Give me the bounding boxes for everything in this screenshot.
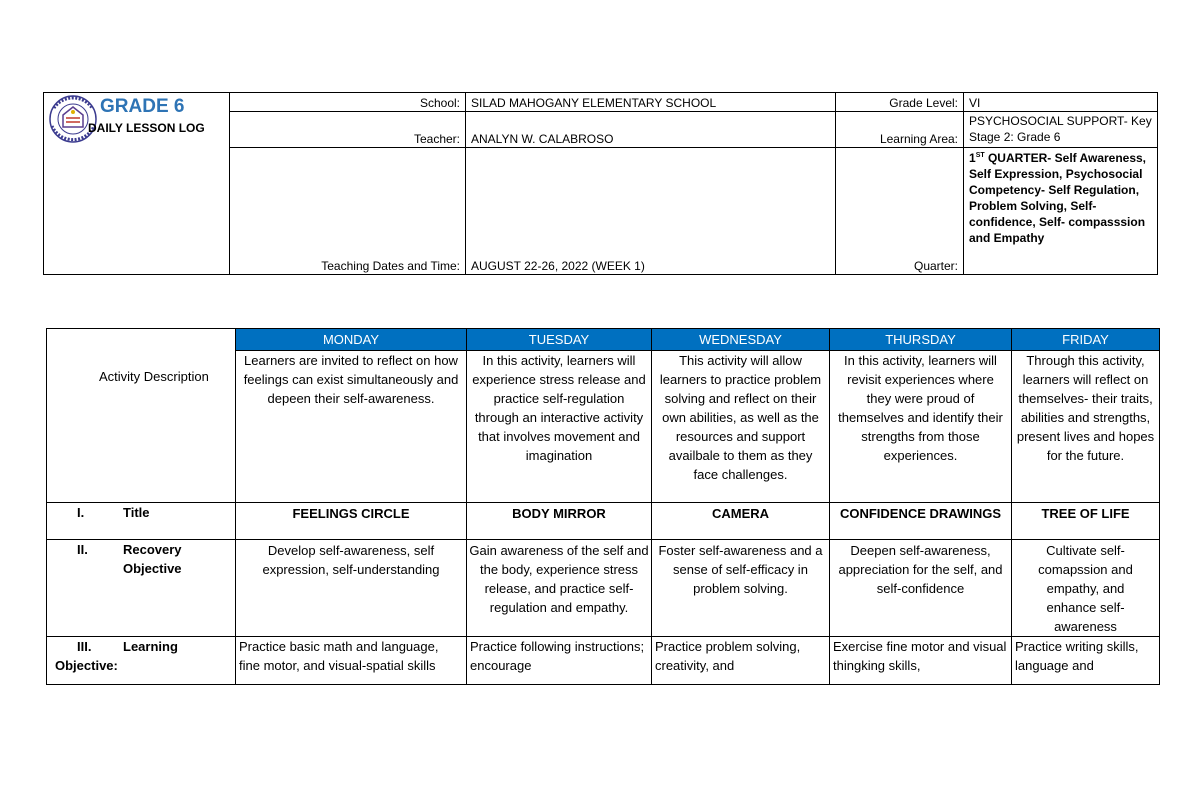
teacher-value: ANALYN W. CALABROSO — [466, 112, 836, 148]
title-thursday: CONFIDENCE DRAWINGS — [830, 503, 1012, 540]
school-label: School: — [230, 93, 466, 112]
activity-monday: Learners are invited to reflect on how feelings can exist simultaneously and depeen their self-awareness. — [236, 351, 467, 503]
activity-description-label: Activity Description — [47, 329, 236, 503]
recovery-thursday: Deepen self-awareness, appreciation for the self, and self-confidence — [830, 540, 1012, 637]
quarter-value: 1ST QUARTER- Self Awareness, Self Expression, Psychosocial Competency- Self Regulation, Problem Solving, Self-confidence, Self- compasssion and Empathy — [964, 148, 1158, 275]
day-header-monday: MONDAY — [236, 329, 467, 351]
day-header-friday: FRIDAY — [1012, 329, 1160, 351]
grade-heading: GRADE 6 — [100, 96, 185, 117]
recovery-tuesday: Gain awareness of the self and the body, experience stress release, and practice self-regulation and empathy. — [467, 540, 652, 637]
teacher-label: Teacher: — [230, 112, 466, 148]
recovery-row-label: II. Recovery Objective — [47, 540, 236, 637]
grade-level-value: VI — [964, 93, 1158, 112]
title-monday: FEELINGS CIRCLE — [236, 503, 467, 540]
school-value: SILAD MAHOGANY ELEMENTARY SCHOOL — [466, 93, 836, 112]
title-tuesday: BODY MIRROR — [467, 503, 652, 540]
recovery-friday: Cultivate self-comapssion and empathy, and enhance self-awareness — [1012, 540, 1160, 637]
lesson-table — [46, 328, 1160, 685]
learning-friday: Practice writing skills, language and — [1012, 637, 1160, 685]
recovery-monday: Develop self-awareness, self expression, self-understanding — [236, 540, 467, 637]
dates-label: Teaching Dates and Time: — [230, 148, 466, 275]
activity-wednesday: This activity will allow learners to practice problem solving and reflect on their own abilities, as well as the resources and support availbale to them as they face challenges. — [652, 351, 830, 503]
header-table — [43, 92, 1158, 275]
day-header-tuesday: TUESDAY — [467, 329, 652, 351]
activity-thursday: In this activity, learners will revisit experiences where they were proud of themselves and identify their strengths from those experiences. — [830, 351, 1012, 503]
learning-wednesday: Practice problem solving, creativity, and — [652, 637, 830, 685]
dates-value: AUGUST 22-26, 2022 (WEEK 1) — [466, 148, 836, 275]
title-row-label: I. Title — [47, 503, 236, 540]
learning-area-label: Learning Area: — [836, 112, 964, 148]
title-friday: TREE OF LIFE — [1012, 503, 1160, 540]
learning-tuesday: Practice following instructions; encourage — [467, 637, 652, 685]
deped-seal-icon — [46, 94, 104, 144]
learning-row-label: III. Learning Objective: — [47, 637, 236, 685]
day-header-wednesday: WEDNESDAY — [652, 329, 830, 351]
logo-cell — [44, 93, 230, 275]
grade-level-label: Grade Level: — [836, 93, 964, 112]
quarter-label: Quarter: — [836, 148, 964, 275]
activity-friday: Through this activity, learners will reflect on themselves- their traits, abilities and strengths, present lives and hopes for the future. — [1012, 351, 1160, 503]
title-wednesday: CAMERA — [652, 503, 830, 540]
recovery-wednesday: Foster self-awareness and a sense of self-efficacy in problem solving. — [652, 540, 830, 637]
learning-area-value: PSYCHOSOCIAL SUPPORT- Key Stage 2: Grade 6 — [964, 112, 1158, 148]
activity-tuesday: In this activity, learners will experience stress release and practice self-regulation through an interactive activity that involves movement and imagination — [467, 351, 652, 503]
learning-monday: Practice basic math and language, fine motor, and visual-spatial skills — [236, 637, 467, 685]
day-header-thursday: THURSDAY — [830, 329, 1012, 351]
learning-thursday: Exercise fine motor and visual thingking skills, — [830, 637, 1012, 685]
lesson-log-title: DAILY LESSON LOG — [88, 121, 205, 135]
